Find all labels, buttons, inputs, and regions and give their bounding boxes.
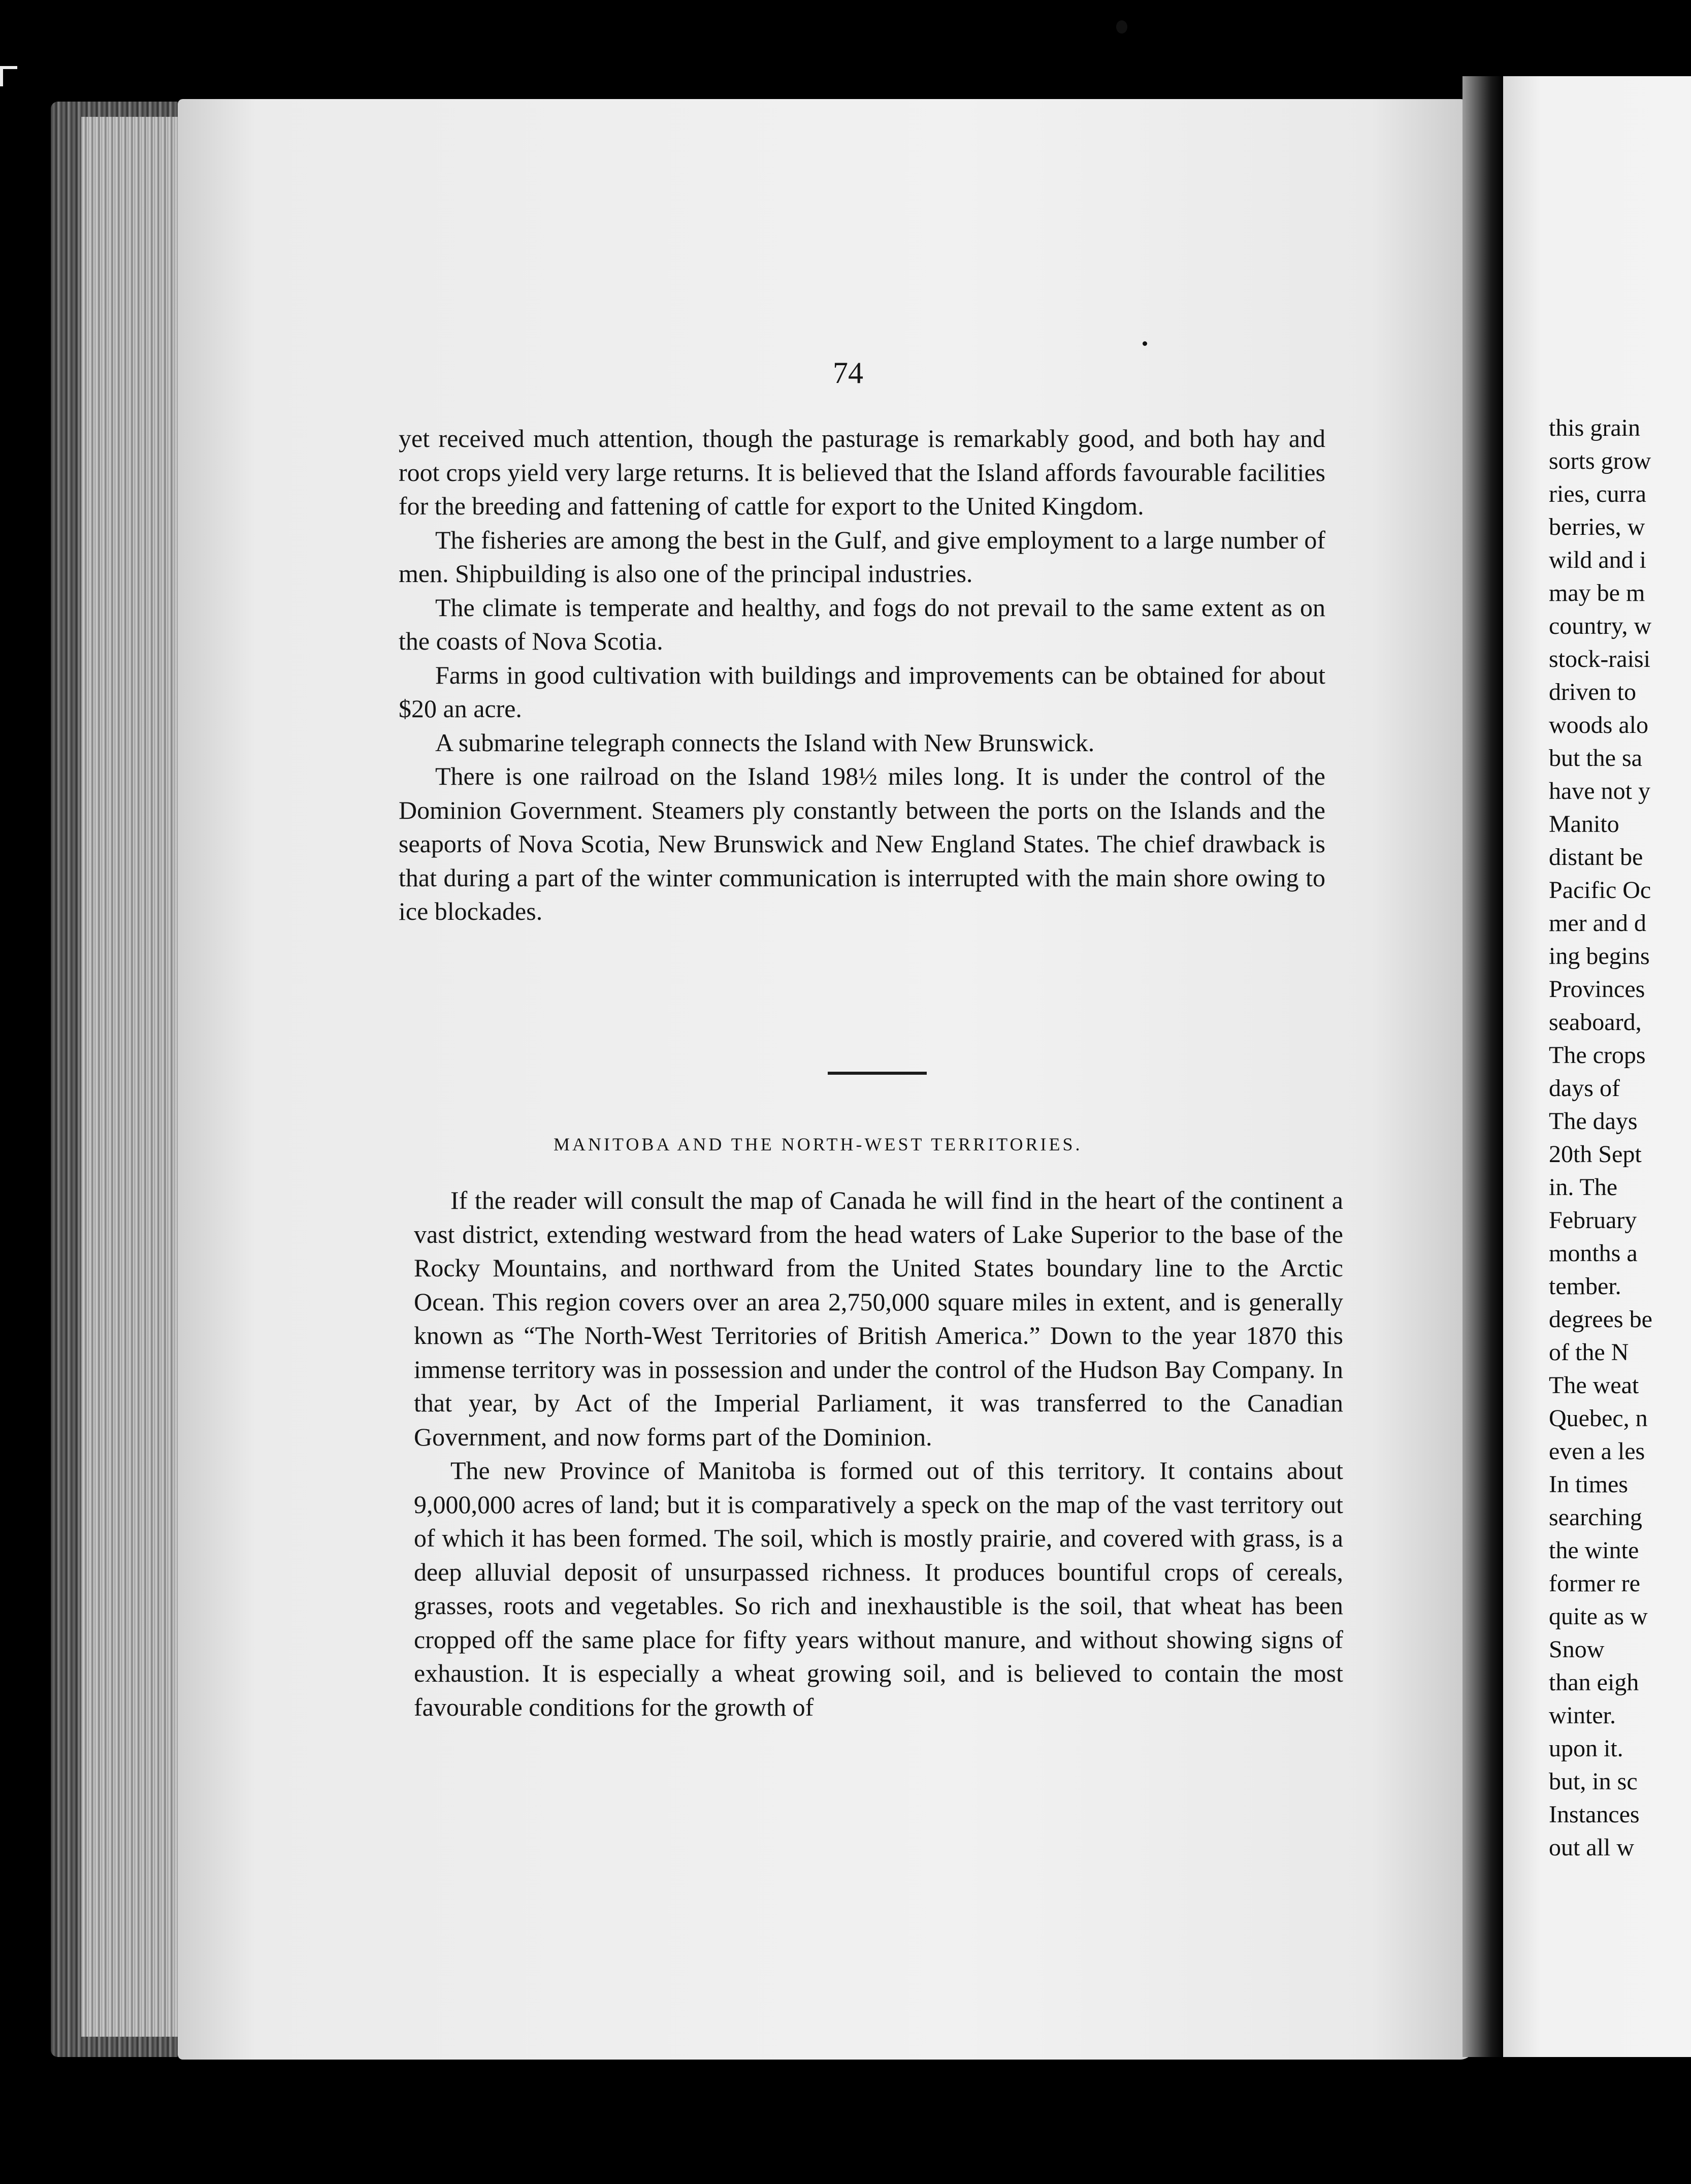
right-page-line: stock-raisi: [1549, 646, 1650, 672]
right-page-line: The crops: [1549, 1042, 1646, 1069]
right-page-line: February: [1549, 1207, 1637, 1234]
paragraph: Farms in good cultivation with buildings and improvements can be obtained for about $20 an acre.: [399, 660, 1325, 723]
text-block-manitoba: [414, 1183, 1343, 1724]
right-page-line: The days: [1549, 1108, 1638, 1135]
right-page-line: country, w: [1549, 613, 1652, 639]
right-page-line: driven to: [1549, 679, 1636, 705]
right-page-line: months a: [1549, 1240, 1638, 1267]
left-page: [178, 99, 1475, 2060]
right-page-line: searching: [1549, 1504, 1642, 1531]
right-page-line: In times: [1549, 1471, 1628, 1498]
right-page-text: [1549, 411, 1691, 1864]
right-page-line: The weat: [1549, 1372, 1639, 1399]
right-page-line: quite as w: [1549, 1603, 1648, 1630]
section-divider: [828, 1072, 927, 1075]
right-page-line: but the sa: [1549, 745, 1642, 772]
paragraph: A submarine telegraph connects the Island with New Brunswick.: [435, 728, 1095, 757]
right-page-line: wild and i: [1549, 547, 1646, 573]
paragraph: There is one railroad on the Island 198½ miles long. It is under the control of the Dominion Government. Steamers ply constantly between the ports on the Islands and the seaports of Nova Scotia, New Brunswick and New England States. The chief drawback is that during a part of the winter communication is interrupted with the main shore owing to ice blockades.: [399, 762, 1325, 925]
right-page-line: even a les: [1549, 1438, 1645, 1465]
paragraph: If the reader will consult the map of Canada he will find in the heart of the continent a vast district, extending westward from the head waters of Lake Superior to the base of the Rocky Mountains, and northward from the United States boundary line to the Arctic Ocean. This region covers over an area 2,750,000 square miles in extent, and is generally known as “The North-West Territories of British America.” Down to the year 1870 this immense territory was in possession and under the control of the Hudson Bay Company. In that year, by Act of the Imperial Parliament, it was transferred to the Canadian Government, and now forms part of the Dominion.: [414, 1186, 1343, 1451]
right-page-line: former re: [1549, 1570, 1640, 1597]
right-page-line: Instances: [1549, 1801, 1640, 1828]
right-page-line: sorts grow: [1549, 447, 1651, 474]
right-page-line: seaboard,: [1549, 1009, 1642, 1036]
right-page-line: winter.: [1549, 1702, 1616, 1729]
right-page-line: Provinces: [1549, 976, 1645, 1003]
book-gutter: [1462, 76, 1503, 2057]
right-page-line: may be m: [1549, 580, 1645, 606]
right-page-line: mer and d: [1549, 910, 1646, 937]
film-corner-mark: [0, 66, 17, 86]
right-page-line: in. The: [1549, 1174, 1618, 1201]
film-speck: [1116, 20, 1127, 34]
right-page-line: woods alo: [1549, 712, 1648, 738]
right-page-line: ries, curra: [1549, 480, 1646, 507]
paragraph: The climate is temperate and healthy, and fogs do not prevail to the same extent as on the coasts of Nova Scotia.: [399, 593, 1325, 655]
right-page-line: berries, w: [1549, 513, 1645, 540]
right-page-line: upon it.: [1549, 1735, 1623, 1762]
right-page-line: tember.: [1549, 1273, 1621, 1300]
paragraph: The new Province of Manitoba is formed out of this territory. It contains about 9,000,000 acres of land; but it is comparatively a speck on the map of the vast territory out of which it has been formed. The soil, which is mostly prairie, and covered with grass, is a deep alluvial deposit of unsurpassed richness. It produces bountiful crops of cereals, grasses, roots and vegetables. So rich and inexhaustible is the soil, that wheat has been cropped off the same place for fifty years without manure, and without showing signs of exhaustion. It is especially a wheat growing soil, and is believed to contain the most favourable conditions for the growth of: [414, 1456, 1343, 1721]
page-speck: [1143, 341, 1147, 346]
paragraph: The fisheries are among the best in the Gulf, and give employment to a large number of men. Shipbuilding is also one of the principal industries.: [399, 525, 1325, 588]
right-page-line: Quebec, n: [1549, 1405, 1648, 1432]
right-page-line: Manito: [1549, 811, 1619, 838]
page-number: 74: [833, 356, 863, 390]
text-block-prince-edward-island: [399, 422, 1325, 928]
right-page-line: this grain: [1549, 414, 1640, 441]
right-page-line: have not y: [1549, 778, 1650, 805]
right-page-line: 20th Sept: [1549, 1141, 1642, 1168]
section-heading: MANITOBA AND THE NORTH-WEST TERRITORIES.: [554, 1134, 1083, 1154]
right-page-line: but, in sc: [1549, 1768, 1638, 1795]
book-page-stack: [81, 117, 178, 2037]
right-page-line: distant be: [1549, 844, 1643, 871]
paragraph: yet received much attention, though the pasturage is remarkably good, and both hay and root crops yield very large returns. It is believed that the Island affords favourable facilities for the breeding and fattening of cattle for export to the United Kingdom.: [399, 424, 1325, 520]
right-page-line: out all w: [1549, 1834, 1634, 1861]
right-page-line: than eigh: [1549, 1669, 1639, 1696]
right-page-line: Snow: [1549, 1636, 1605, 1663]
right-page-line: ing begins: [1549, 943, 1650, 970]
right-page-line: days of: [1549, 1075, 1620, 1102]
right-page-line: degrees be: [1549, 1306, 1652, 1333]
right-page: [1503, 76, 1691, 2057]
right-page-line: Pacific Oc: [1549, 877, 1651, 904]
right-page-line: of the N: [1549, 1339, 1629, 1366]
right-page-line: the winte: [1549, 1537, 1639, 1564]
